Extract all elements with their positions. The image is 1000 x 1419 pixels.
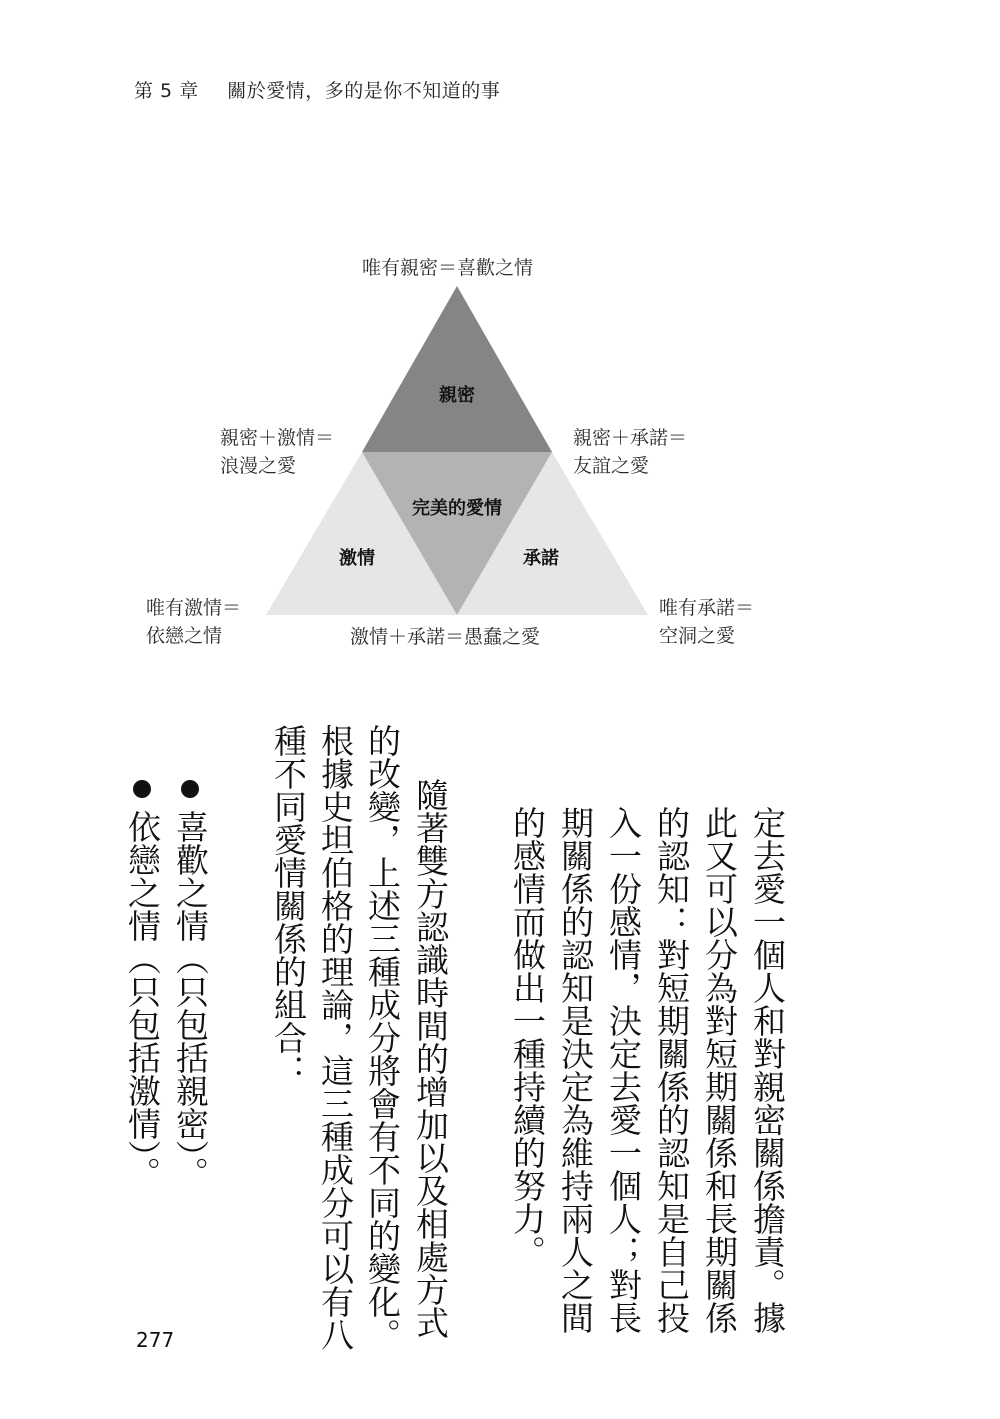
- bullet-icon: [181, 780, 199, 798]
- paragraph1-line1: 定去愛一個人和對親密關係擔責。據: [748, 806, 787, 1334]
- commitment-label: 承諾: [523, 548, 559, 569]
- bullet-item-liking: [172, 780, 208, 1190]
- chapter-number: 第 5 章: [134, 80, 199, 102]
- intimacy-region: [362, 286, 552, 452]
- paragraph2-line3: 根據史坦伯格的理論，這三種成分可以有八: [316, 724, 355, 1351]
- bullet-text: 依戀之情（只包括激情）。: [123, 810, 162, 1190]
- companionate-love-name: 友誼之愛: [573, 455, 650, 477]
- bullet-icon: [133, 780, 151, 798]
- paragraph1-line2: 此又可以分為對短期關係和長期關係: [700, 806, 739, 1334]
- paragraph2-line2: 的改變，上述三種成分將會有不同的變化。: [363, 724, 402, 1351]
- liking-label: 唯有親密＝喜歡之情: [362, 257, 534, 279]
- romantic-love-formula: 親密＋激情＝: [220, 427, 335, 449]
- intimacy-label: 親密: [439, 385, 475, 406]
- companionate-love-formula: 親密＋承諾＝: [573, 427, 688, 449]
- paragraph2-line1: 隨著雙方認識時間的增加以及相處方式: [411, 778, 450, 1339]
- paragraph1-line4: 入一份感情，決定去愛一個人；對長: [604, 806, 643, 1334]
- infatuation-name: 依戀之情: [146, 625, 223, 647]
- empty-love-name: 空洞之愛: [659, 625, 736, 647]
- page-number: 277: [136, 1328, 175, 1352]
- paragraph1-line5: 期關係的認知是決定為維持兩人之間: [556, 806, 595, 1334]
- paragraph2-line4: 種不同愛情關係的組合：: [269, 724, 308, 1087]
- companionate-love-label: [573, 424, 687, 480]
- passion-label: 激情: [339, 548, 375, 569]
- paragraph1-line6: 的感情而做出一種持續的努力。: [508, 806, 547, 1268]
- love-triangle-diagram: [0, 0, 1000, 700]
- paragraph1-line3: 的認知：對短期關係的認知是自己投: [652, 806, 691, 1334]
- fatuous-love-label: 激情＋承諾＝愚蠢之愛: [350, 626, 541, 648]
- consummate-label: 完美的愛情: [412, 498, 502, 519]
- romantic-love-name: 浪漫之愛: [220, 455, 297, 477]
- empty-love-formula: 唯有承諾＝: [659, 597, 755, 619]
- infatuation-formula: 唯有激情＝: [146, 597, 242, 619]
- bullet-text: 喜歡之情（只包括親密）。: [171, 810, 210, 1190]
- romantic-love-label: [220, 424, 334, 480]
- empty-love-label: [659, 594, 754, 650]
- infatuation-label: [146, 594, 241, 650]
- bullet-item-infatuation: [124, 780, 160, 1190]
- chapter-title: 關於愛情，多的是你不知道的事: [227, 80, 501, 102]
